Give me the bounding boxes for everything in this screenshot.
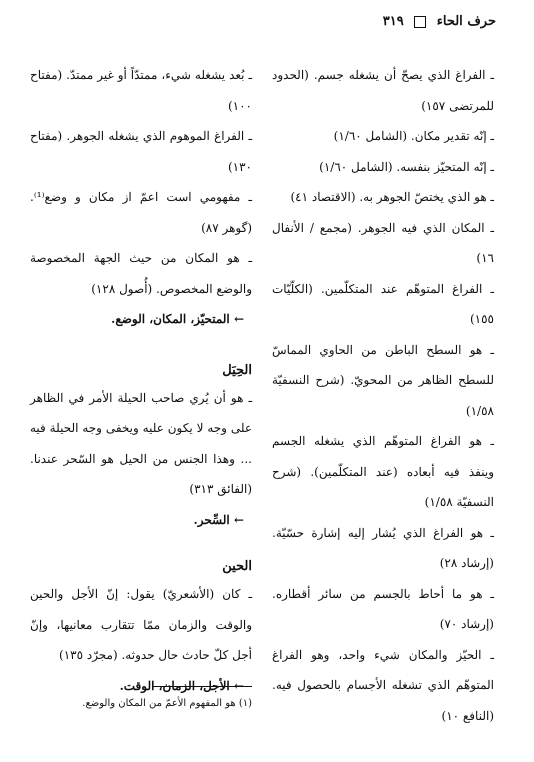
- header-block: [383, 14, 496, 29]
- page-number: ٣١٩: [382, 14, 404, 29]
- definition-entry: ـ هو السطح الباطن من الحاوي المماسّ للسطح الظاهر من المحويّ. (شرح النسفيّة ١/٥٨): [272, 342, 494, 418]
- definition-entry: ـ هو الفراغ الذي يُشار إليه إشارة حسّيّة. (إرشاد ٢٨): [272, 525, 494, 570]
- header-square-icon: [414, 16, 426, 28]
- see-also-reference: ← السِّحر.: [193, 512, 244, 527]
- right-column: [272, 60, 494, 731]
- left-column: [30, 60, 252, 701]
- footnote-separator: [152, 686, 252, 687]
- definition-entry: ـ هو المكان من حيث الجهة المخصوصة والوضع المخصوص. (أُصول ١٢٨): [30, 251, 252, 296]
- definition-entry: ـ هو الذي يختصّ الجوهر به. (الاقتصاد ٤١): [290, 190, 494, 204]
- entry-heading-hin: الحين: [222, 559, 252, 574]
- definition-entry: ـ هو أن يُري صاحب الحيلة الأمر في الظاهر على وجه لا يكون عليه ويخفى وجه الحيلة فيه ... وهذا الجنس من الحيل هو السّحر عندنا. (الفائق ٣١٣): [30, 390, 252, 496]
- see-also-reference: ← الأجل، الزمان، الوقت.: [119, 678, 244, 693]
- running-header: [38, 14, 496, 36]
- definition-entry: ـ إنّه تقدير مكان. (الشامل ١/٦٠): [333, 129, 494, 143]
- definition-entry: ـ إنّه المتحيّز بنفسه. (الشامل ١/٦٠): [319, 159, 494, 174]
- see-also-reference: ← المتحيّز، المكان، الوضع.: [111, 312, 244, 326]
- header-title: حرف الحاء: [436, 14, 496, 29]
- definition-entry: ـ هو ما أحاط بالجسم من سائر أقطاره. (إرشاد ٧٠): [272, 586, 494, 631]
- definition-entry: ـ الفراغ المتوهّم عند المتكلّمين. (الكلّيّات ١٥٥): [272, 281, 494, 326]
- definition-entry: ـ بُعد يشغله شيء، ممتدّاً أو غير ممتدّ. (مفتاح ١٠٠): [30, 68, 252, 113]
- definition-entry: ـ مفهومي است اعمّ از مكان و وضع⁽¹⁾. (گوهر ٨٧): [30, 190, 252, 235]
- definition-entry: ـ هو الفراغ المتوهّم الذي يشغله الجسم وينفذ فيه أبعاده (عند المتكلّمين). (شرح النسفيّة ١/٥٨): [272, 434, 494, 509]
- footnote: (١) هو المفهوم الأعمّ من المكان والوضع.: [82, 698, 252, 709]
- entry-heading-hiyal: الحِيَل: [222, 362, 252, 378]
- definition-entry: ـ الفراغ الذي يصحّ أن يشغله جسم. (الحدود للمرتضى ١٥٧): [272, 68, 494, 113]
- definition-entry: ـ الحيّز والمكان شيء واحد، وهو الفراغ المتوهّم الذي تشغله الأجسام بالحصول فيه. (النافع ١٠): [272, 647, 494, 723]
- definition-entry: ـ كان (الأشعريّ) يقول: إنّ الأجل والحين والوقت والزمان ممّا تتقارب معانيها، وإنّ أجل كلّ حادث حال حدوثه. (مجرّد ١٣٥): [30, 587, 252, 662]
- definition-entry: ـ المكان الذي فيه الجوهر. (مجمع / الأنفال ١٦): [272, 220, 494, 265]
- definition-entry: ـ الفراغ الموهوم الذي يشغله الجوهر. (مفتاح ١٣٠): [30, 129, 252, 174]
